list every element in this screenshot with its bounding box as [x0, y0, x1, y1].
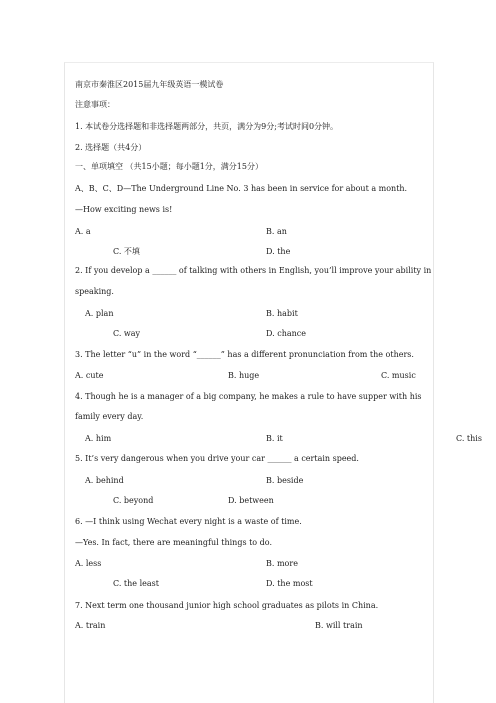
question-3-option-a: A. cute	[75, 371, 104, 380]
question-1-stem: A、B、C、D—The Underground Line No. 3 has been in service for about a month.	[75, 184, 408, 193]
question-6-option-c: C. the least	[113, 579, 159, 588]
question-5-option-b: B. beside	[266, 476, 304, 485]
notice-item-1: 1. 本试卷分选择题和非选择题两部分，共页，满分为9分;考试时间0分钟。	[75, 122, 339, 131]
question-2-option-d: D. chance	[266, 329, 306, 338]
document-title: 南京市秦淮区2015届九年级英语一模试卷	[75, 80, 224, 89]
question-2-option-b: B. habit	[266, 309, 298, 318]
question-4-option-b: B. it	[266, 434, 283, 443]
question-5-option-c: C. beyond	[113, 496, 154, 505]
question-4-option-c: C. this	[456, 434, 482, 443]
question-7-stem: 7. Next term one thousand junior high school graduates as pilots in China.	[75, 601, 379, 610]
question-1-option-d: D. the	[266, 247, 291, 256]
question-3-stem: 3. The letter “u” in the word “______” has a different pronunciation from the others.	[75, 350, 414, 359]
question-2-option-c: C. way	[113, 329, 141, 338]
question-6-stem: 6. —I think using Wechat every night is a waste of time.	[75, 517, 302, 526]
question-1-stem-2: —How exciting news is!	[75, 205, 173, 214]
question-5-option-a: A. behind	[85, 476, 124, 485]
question-6-stem-2: —Yes. In fact, there are meaningful things to do.	[75, 538, 273, 547]
question-2-option-a: A. plan	[85, 309, 114, 318]
question-4-option-a: A. him	[85, 434, 112, 443]
notice-heading: 注意事项：	[75, 100, 115, 109]
question-6-option-b: B. more	[266, 559, 298, 568]
question-7-option-b: B. will train	[315, 621, 363, 630]
question-7-option-a: A. train	[75, 621, 106, 630]
question-2-stem-2: speaking.	[75, 287, 114, 296]
question-4-stem-2: family every day.	[75, 412, 144, 421]
part-one-heading: 一、单项填空 （共15小题；每小题1分，满分15分）	[75, 162, 263, 171]
question-6-option-a: A. less	[75, 559, 102, 568]
question-5-option-d: D. between	[228, 496, 274, 505]
question-3-option-c: C. music	[381, 371, 416, 380]
question-2-stem: 2. If you develop a ______ of talking with others in English, you’ll improve your ability in	[75, 266, 432, 275]
question-6-option-d: D. the most	[266, 579, 313, 588]
question-1-option-c: C. 不填	[113, 247, 140, 256]
question-3-option-b: B. huge	[228, 371, 260, 380]
question-5-stem: 5. It’s very dangerous when you drive your car ______ a certain speed.	[75, 454, 359, 463]
question-4-stem: 4. Though he is a manager of a big company, he makes a rule to have supper with his	[75, 392, 422, 401]
section-heading-choice: 2. 选择题（共4分）	[75, 143, 147, 152]
question-1-option-b: B. an	[266, 227, 287, 236]
question-1-option-a: A. a	[75, 227, 91, 236]
